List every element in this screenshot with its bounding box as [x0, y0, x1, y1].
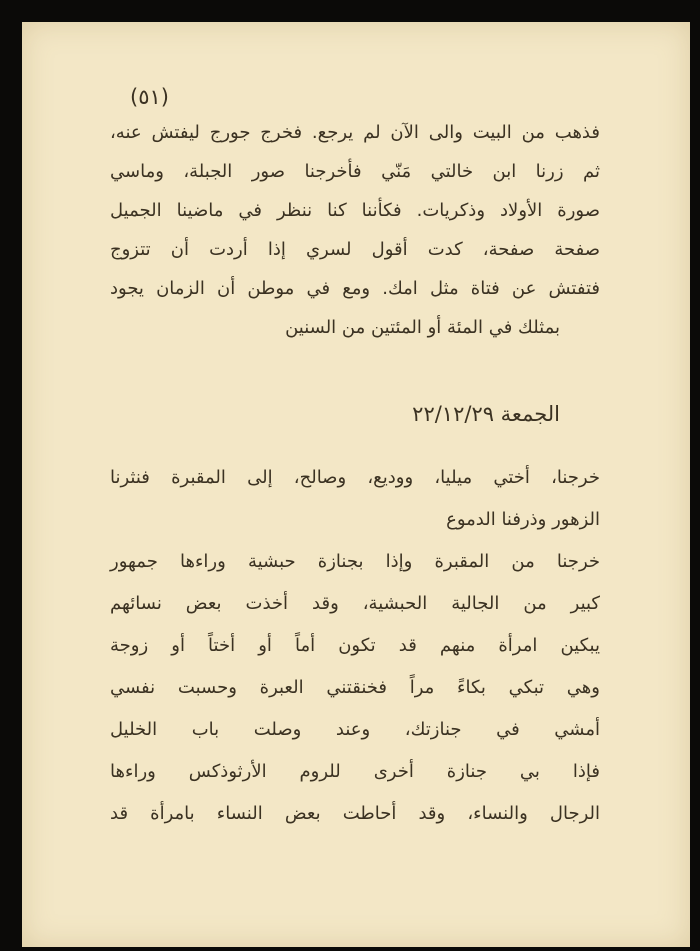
text-line: فتفتش عن فتاة مثل امك. ومع في موطن أن الزمان يجود [110, 278, 600, 299]
page-number: (٥١) [130, 85, 169, 109]
text-line: خرجنا من المقبرة وإذا بجنازة حبشية وراءها جمهور [110, 551, 600, 572]
text-line: كبير من الجالية الحبشية، وقد أخذت بعض نسائهم [110, 593, 600, 614]
text-line: وهي تبكي بكاءً مراً فخنقتني العبرة وحسبت نفسي [110, 677, 600, 698]
text-line: يبكين امرأة منهم قد تكون أماً أو أختاً أو زوجة [110, 635, 600, 656]
paragraph-2 [110, 462, 600, 840]
entry-date: الجمعة ٢٢/١٢/٢٩ [412, 402, 560, 426]
text-line: خرجنا، أختي ميليا، ووديع، وصالح، إلى المقبرة فنثرنا [110, 467, 600, 488]
text-line: أمشي في جنازتك، وعند وصلت باب الخليل [110, 719, 600, 740]
text-line: الرجال والنساء، وقد أحاطت بعض النساء بامرأة قد [110, 803, 600, 824]
text-line: فإذا بي جنازة أخرى للروم الأرثوذكس وراءها [110, 761, 600, 782]
paragraph-1 [110, 118, 600, 352]
text-line: ثم زرنا ابن خالتي مَنّي فأخرجنا صور الجبلة، وماسي [110, 161, 600, 182]
text-line: بمثلك في المئة أو المئتين من السنين [285, 317, 560, 338]
text-line: الزهور وذرفنا الدموع [446, 509, 600, 530]
text-line: فذهب من البيت والى الآن لم يرجع. فخرج جورج ليفتش عنه، [110, 122, 600, 143]
text-line: صفحة صفحة، كدت أقول لسري إذا أردت أن تتزوج [110, 239, 600, 260]
text-line: صورة الأولاد وذكريات. فكأننا كنا ننظر في ماضينا الجميل [110, 200, 600, 221]
